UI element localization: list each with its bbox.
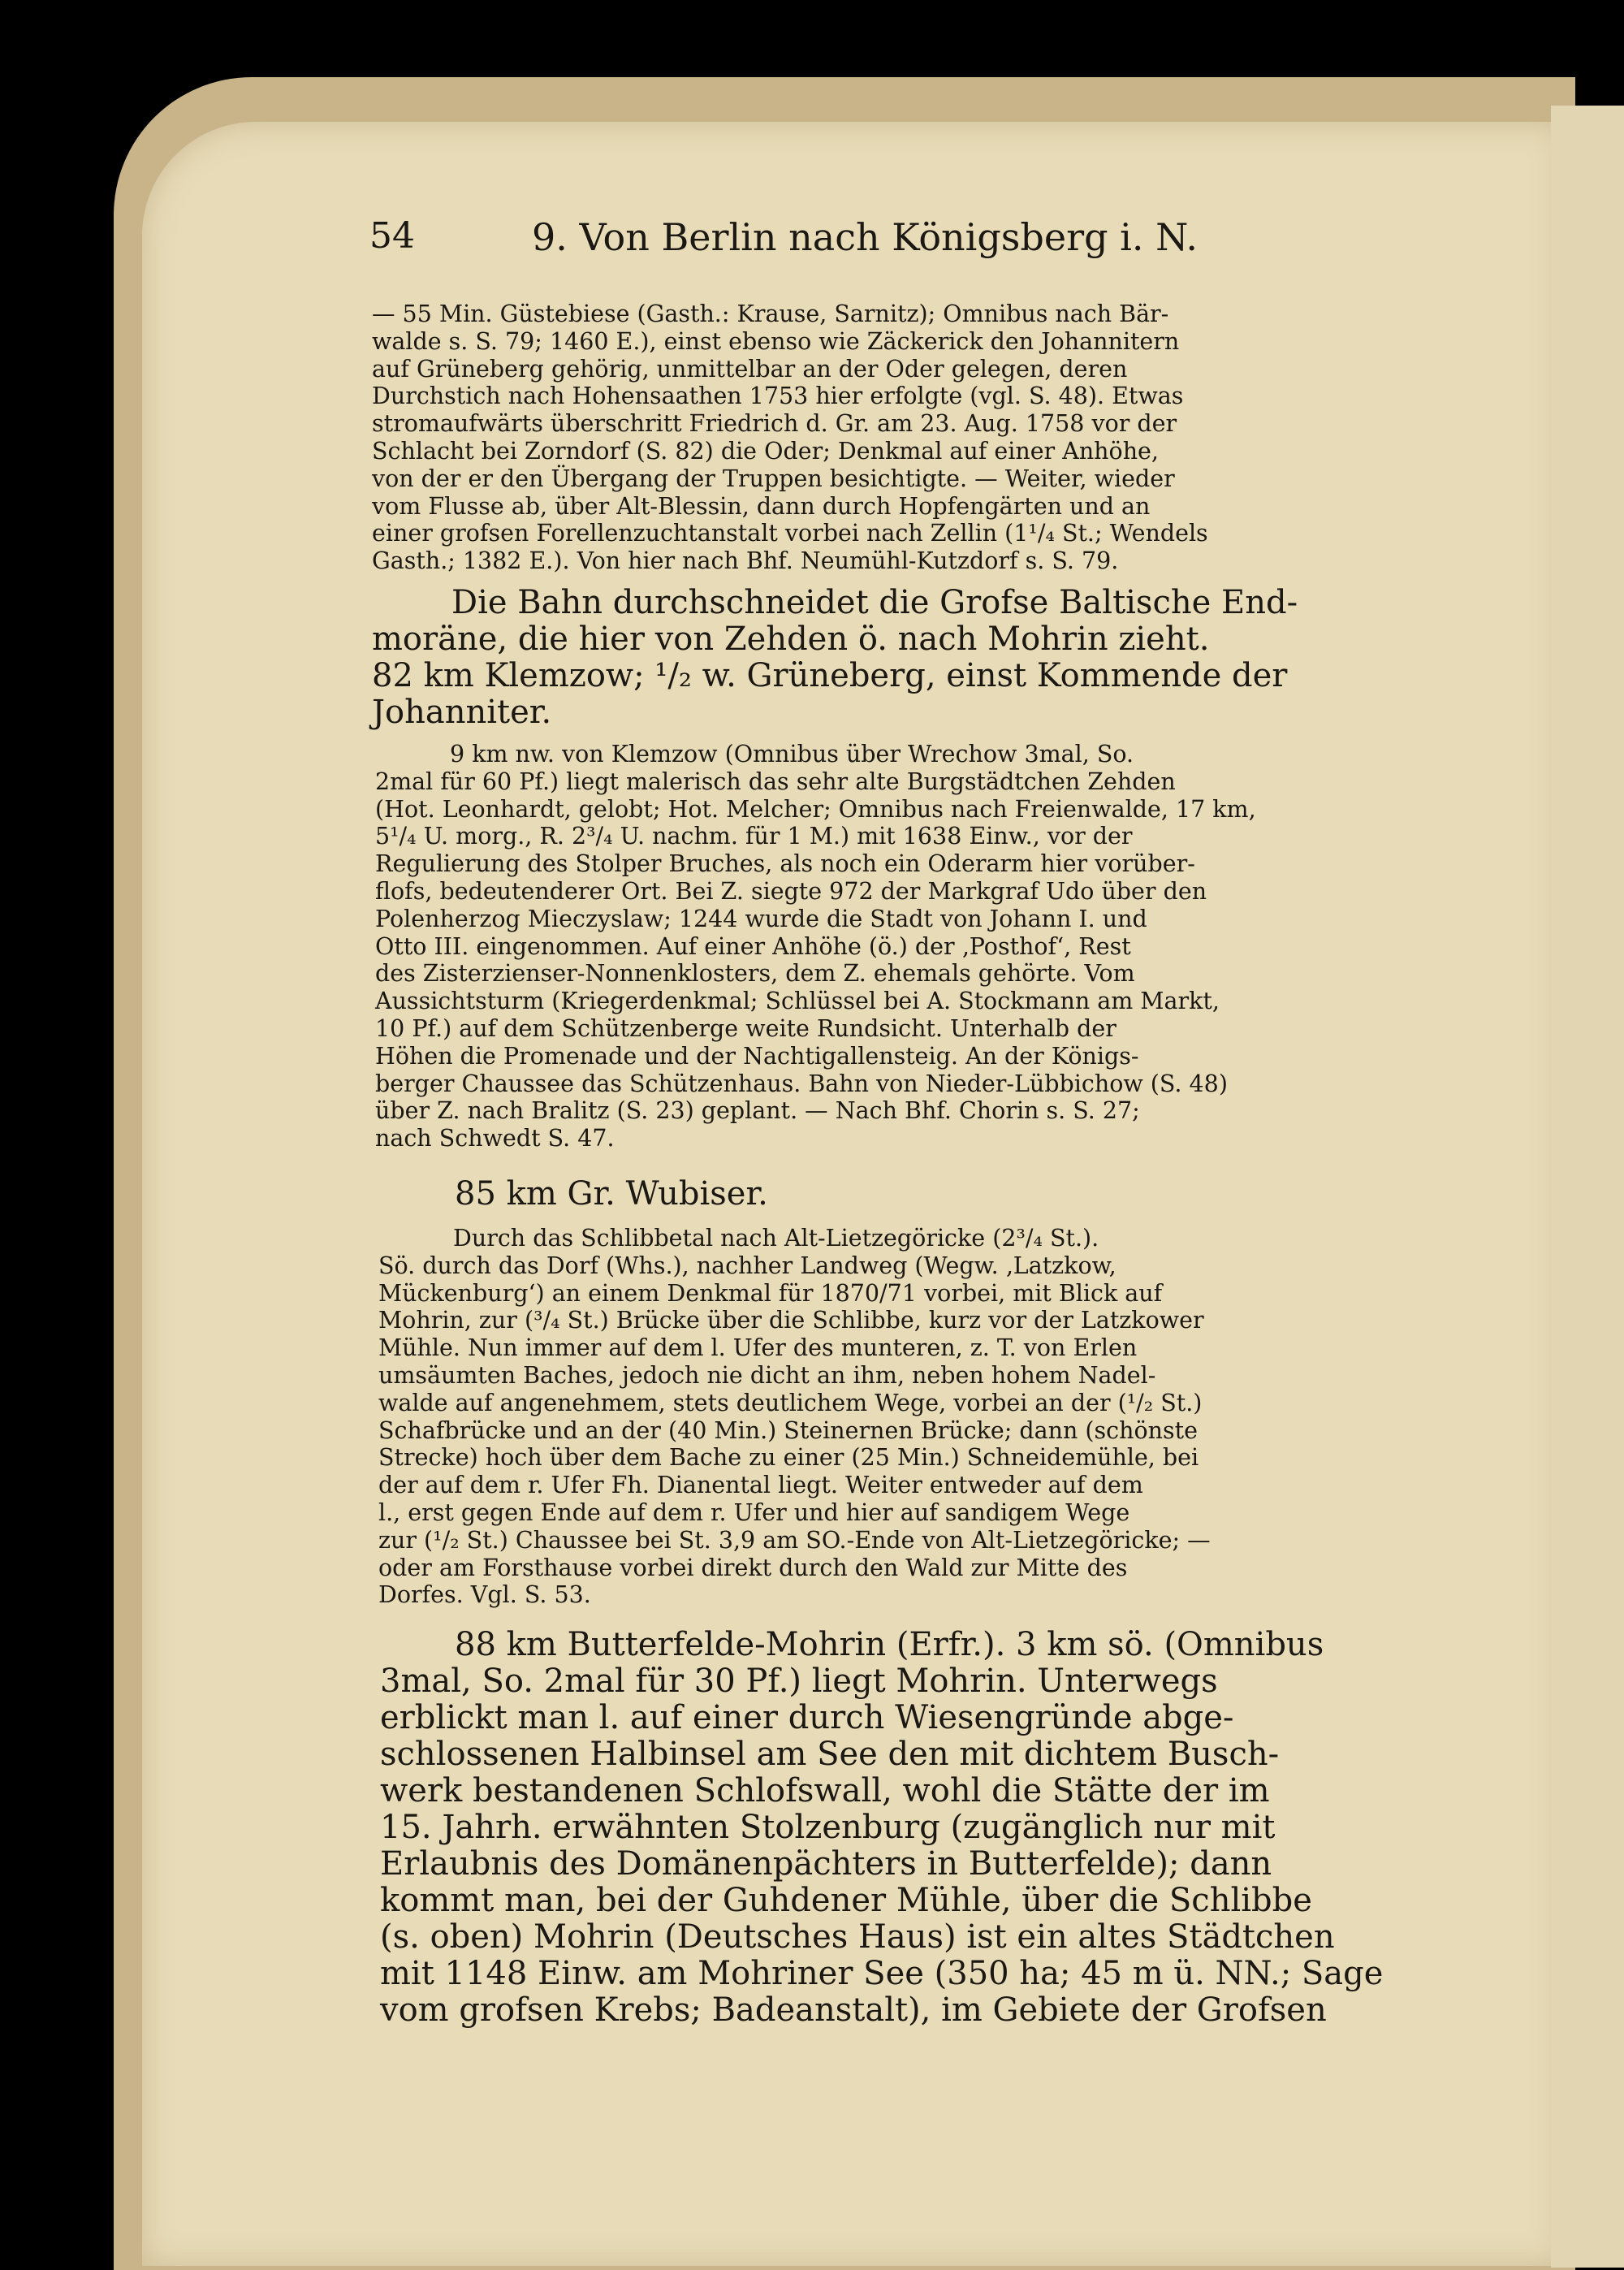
text-line: Johanniter. <box>372 694 552 731</box>
text-line: l., erst gegen Ende auf dem r. Ufer und hier auf sandigem Wege <box>378 1498 1130 1526</box>
text-line: nach Schwedt S. 47. <box>375 1125 615 1152</box>
text-line: 3mal, So. 2mal für 30 Pf.) liegt Mohrin. Unterwegs <box>380 1663 1218 1700</box>
text-line: 5¹/₄ U. morg., R. 2³/₄ U. nachm. für 1 M.) mit 1638 Einw., vor der <box>375 823 1133 850</box>
text-line: — 55 Min. Güstebiese (Gasth.: Krause, Sarnitz); Omnibus nach Bär- <box>372 301 1169 327</box>
text-line: Höhen die Promenade und der Nachtigallensteig. An der Königs- <box>375 1042 1139 1070</box>
text-line: oder am Forsthause vorbei direkt durch den Wald zur Mitte des <box>378 1554 1128 1581</box>
text-line: vom Flusse ab, über Alt-Blessin, dann durch Hopfengärten und an <box>372 492 1151 520</box>
page-number: 54 <box>369 215 415 257</box>
text-line: Polenherzog Mieczyslaw; 1244 wurde die Stadt von Johann I. und <box>375 905 1147 932</box>
text-line: berger Chaussee das Schützenhaus. Bahn von Nieder-Lübbichow (S. 48) <box>375 1070 1228 1097</box>
text-line: Schlacht bei Zorndorf (S. 82) die Oder; Denkmal auf einer Anhöhe, <box>372 437 1159 465</box>
text-line: kommt man, bei der Guhdener Mühle, über die Schlibbe <box>380 1882 1312 1919</box>
text-line: mit 1148 Einw. am Mohriner See (350 ha; 45 m ü. NN.; Sage <box>380 1955 1384 1992</box>
text-line: walde auf angenehmem, stets deutlichem Wege, vorbei an der (¹/₂ St.) <box>378 1389 1203 1416</box>
text-line: Otto III. eingenommen. Auf einer Anhöhe (ö.) der ‚Posthof‘, Rest <box>375 932 1131 960</box>
text-line: 2mal für 60 Pf.) liegt malerisch das sehr alte Burgstädtchen Zehden <box>375 767 1176 795</box>
text-line: schlossenen Halbinsel am See den mit dichtem Busch- <box>380 1736 1280 1773</box>
text-line: (Hot. Leonhardt, gelobt; Hot. Melcher; Omnibus nach Freienwalde, 17 km, <box>375 795 1256 823</box>
text-line: stromaufwärts überschritt Friedrich d. Gr. am 23. Aug. 1758 vor der <box>372 410 1177 438</box>
text-line: von der er den Übergang der Truppen besichtigte. — Weiter, wieder <box>372 465 1175 492</box>
text-line: Durchstich nach Hohensaathen 1753 hier erfolgte (vgl. S. 48). Etwas <box>372 383 1184 410</box>
text-line: umsäumten Baches, jedoch nie dicht an ihm, neben hohem Nadel- <box>378 1361 1156 1389</box>
paragraph-schlibbetal <box>378 1225 1211 1609</box>
text-line: 9 km nw. von Klemzow (Omnibus über Wrechow 3mal, So. <box>450 741 1134 767</box>
text-line: der auf dem r. Ufer Fh. Dianental liegt. Weiter entweder auf dem <box>378 1472 1143 1499</box>
text-line: Sö. durch das Dorf (Whs.), nachher Landweg (Wegw. ‚Latzkow, <box>378 1252 1116 1279</box>
text-line: über Z. nach Bralitz (S. 23) geplant. — Nach Bhf. Chorin s. S. 27; <box>375 1097 1140 1125</box>
text-line: auf Grüneberg gehörig, unmittelbar an der Oder gelegen, deren <box>372 355 1128 383</box>
text-line: Durch das Schlibbetal nach Alt-Lietzegöricke (2³/₄ St.). <box>453 1225 1099 1252</box>
text-line: walde s. S. 79; 1460 E.), einst ebenso wie Zäckerick den Johannitern <box>372 327 1180 355</box>
text-line: Aussichtsturm (Kriegerdenkmal; Schlüssel bei A. Stockmann am Markt, <box>375 988 1220 1015</box>
paragraph-endmoraene <box>372 585 1298 731</box>
text-line: zur (¹/₂ St.) Chaussee bei St. 3,9 am SO.-Ende von Alt-Lietzegöricke; — <box>378 1526 1211 1554</box>
text-line: Erlaubnis des Domänenpächters in Butterfelde); dann <box>380 1845 1272 1883</box>
running-head: 9. Von Berlin nach Königsberg i. N. <box>532 215 1199 259</box>
text-line: moräne, die hier von Zehden ö. nach Mohrin zieht. <box>372 620 1210 658</box>
text-line: erblickt man l. auf einer durch Wiesengründe abge- <box>380 1699 1234 1736</box>
text-line: Mückenburg‘) an einem Denkmal für 1870/71 vorbei, mit Blick auf <box>378 1279 1163 1307</box>
text-line: Gasth.; 1382 E.). Von hier nach Bhf. Neumühl-Kutzdorf s. S. 79. <box>372 547 1119 575</box>
text-line: 88 km Butterfelde-Mohrin (Erfr.). 3 km sö. (Omnibus <box>455 1626 1324 1663</box>
text-line: flofs, bedeutenderer Ort. Bei Z. siegte 972 der Markgraf Udo über den <box>375 877 1207 905</box>
text-line: des Zisterzienser-Nonnenklosters, dem Z. ehemals gehörte. Vom <box>375 960 1135 988</box>
text-line: Strecke) hoch über dem Bache zu einer (25 Min.) Schneidemühle, bei <box>378 1444 1199 1472</box>
text-line: Schafbrücke und an der (40 Min.) Steinernen Brücke; dann (schönste <box>378 1416 1198 1444</box>
text-line: einer grofsen Forellenzuchtanstalt vorbei nach Zellin (1¹/₄ St.; Wendels <box>372 520 1208 547</box>
paragraph-butterfelde-mohrin <box>380 1627 1383 2029</box>
paragraph-guestebiese <box>372 301 1208 575</box>
text-line: Mühle. Nun immer auf dem l. Ufer des munteren, z. T. von Erlen <box>378 1334 1138 1362</box>
text-line: 15. Jahrh. erwähnten Stolzenburg (zugänglich nur mit <box>380 1809 1276 1846</box>
text-line: (s. oben) Mohrin (Deutsches Haus) ist ein altes Städtchen <box>380 1918 1335 1956</box>
text-line: vom grofsen Krebs; Badeanstalt), im Gebiete der Grofsen <box>380 1991 1327 2029</box>
text-line: werk bestandenen Schlofswall, wohl die Stätte der im <box>380 1772 1270 1810</box>
text-line: 82 km Klemzow; ¹/₂ w. Grüneberg, einst Kommende der <box>372 657 1288 694</box>
paragraph-zehden <box>375 741 1256 1152</box>
text-line: Regulierung des Stolper Bruches, als noch ein Oderarm hier vorüber- <box>375 850 1195 878</box>
text-line: Dorfes. Vgl. S. 53. <box>378 1581 591 1609</box>
text-line: Die Bahn durchschneidet die Grofse Baltische End- <box>451 584 1298 621</box>
text-line: 10 Pf.) auf dem Schützenberge weite Rundsicht. Unterhalb der <box>375 1014 1116 1042</box>
facing-page-edge <box>1551 106 1624 2268</box>
heading-gr-wubiser: 85 km Gr. Wubiser. <box>455 1175 768 1213</box>
text-line: Mohrin, zur (³/₄ St.) Brücke über die Schlibbe, kurz vor der Latzkower <box>378 1307 1204 1334</box>
